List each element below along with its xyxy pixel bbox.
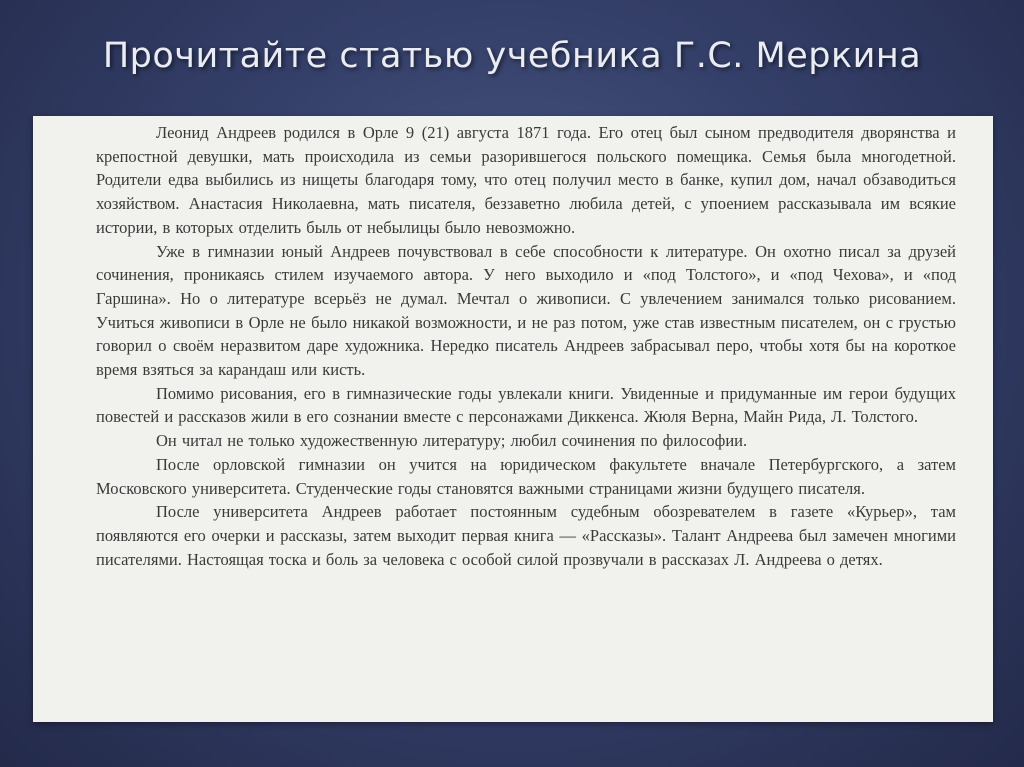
slide-title: Прочитайте статью учебника Г.С. Меркина xyxy=(102,36,922,76)
textbook-page-image xyxy=(33,116,993,722)
paragraph: Леонид Андреев родился в Орле 9 (21) августа 1871 года. Его отец был сыном предводителя дворянства и крепостной девушки, мать происходила из семьи разорившегося польского помещика. Семья была многодетной. Родители едва выбились из нищеты благодаря тому, что отец получил место в банке, купил дом, начал обзаводиться хозяйством. Анастасия Николаевна, мать писателя, беззаветно любила детей, с упоением рассказывала им всякие истории, в которых отделить быль от небылицы было невозможно. xyxy=(96,123,956,237)
paragraph: Он читал не только художественную литературу; любил сочинения по философии. xyxy=(156,431,748,451)
paragraph: Уже в гимназии юный Андреев почувствовал в себе способности к литературе. Он охотно писал за друзей сочинения, проникаясь стилем изучаемого автора. У него выходило и «под Толстого», и «под Чехова», и «под Гаршина». Но о литературе всерьёз не думал. Мечтал о живописи. С увлечением занимался только рисованием. Учиться живописи в Орле не было никакой возможности, и не раз потом, уже став известным писателем, он с грустью говорил о своём неразвитом даре художника. Нередко писатель Андреев забрасывал перо, чтобы хотя бы на короткое время взяться за карандаш или кисть. xyxy=(96,241,956,380)
paragraph: Помимо рисования, его в гимназические годы увлекали книги. Увиденные и придуманные им герои будущих повестей и рассказов жили в его сознании вместе с персонажами Диккенса. Жюля Верна, Майн Рида, Л. Толстого. xyxy=(96,383,956,427)
article-text xyxy=(96,121,956,571)
paragraph: После университета Андреев работает постоянным судебным обозревателем в газете «Курьер», там появляются его очерки и рассказы, затем выходит первая книга — «Рассказы». Талант Андреева был замечен многими писателями. Настоящая тоска и боль за человека с особой силой прозвучали в рассказах Л. Андреева о детях. xyxy=(96,502,956,569)
paragraph: После орловской гимназии он учится на юридическом факультете вначале Петербургского, а затем Московского университета. Студенческие годы становятся важными страницами жизни будущего писателя. xyxy=(96,454,956,498)
